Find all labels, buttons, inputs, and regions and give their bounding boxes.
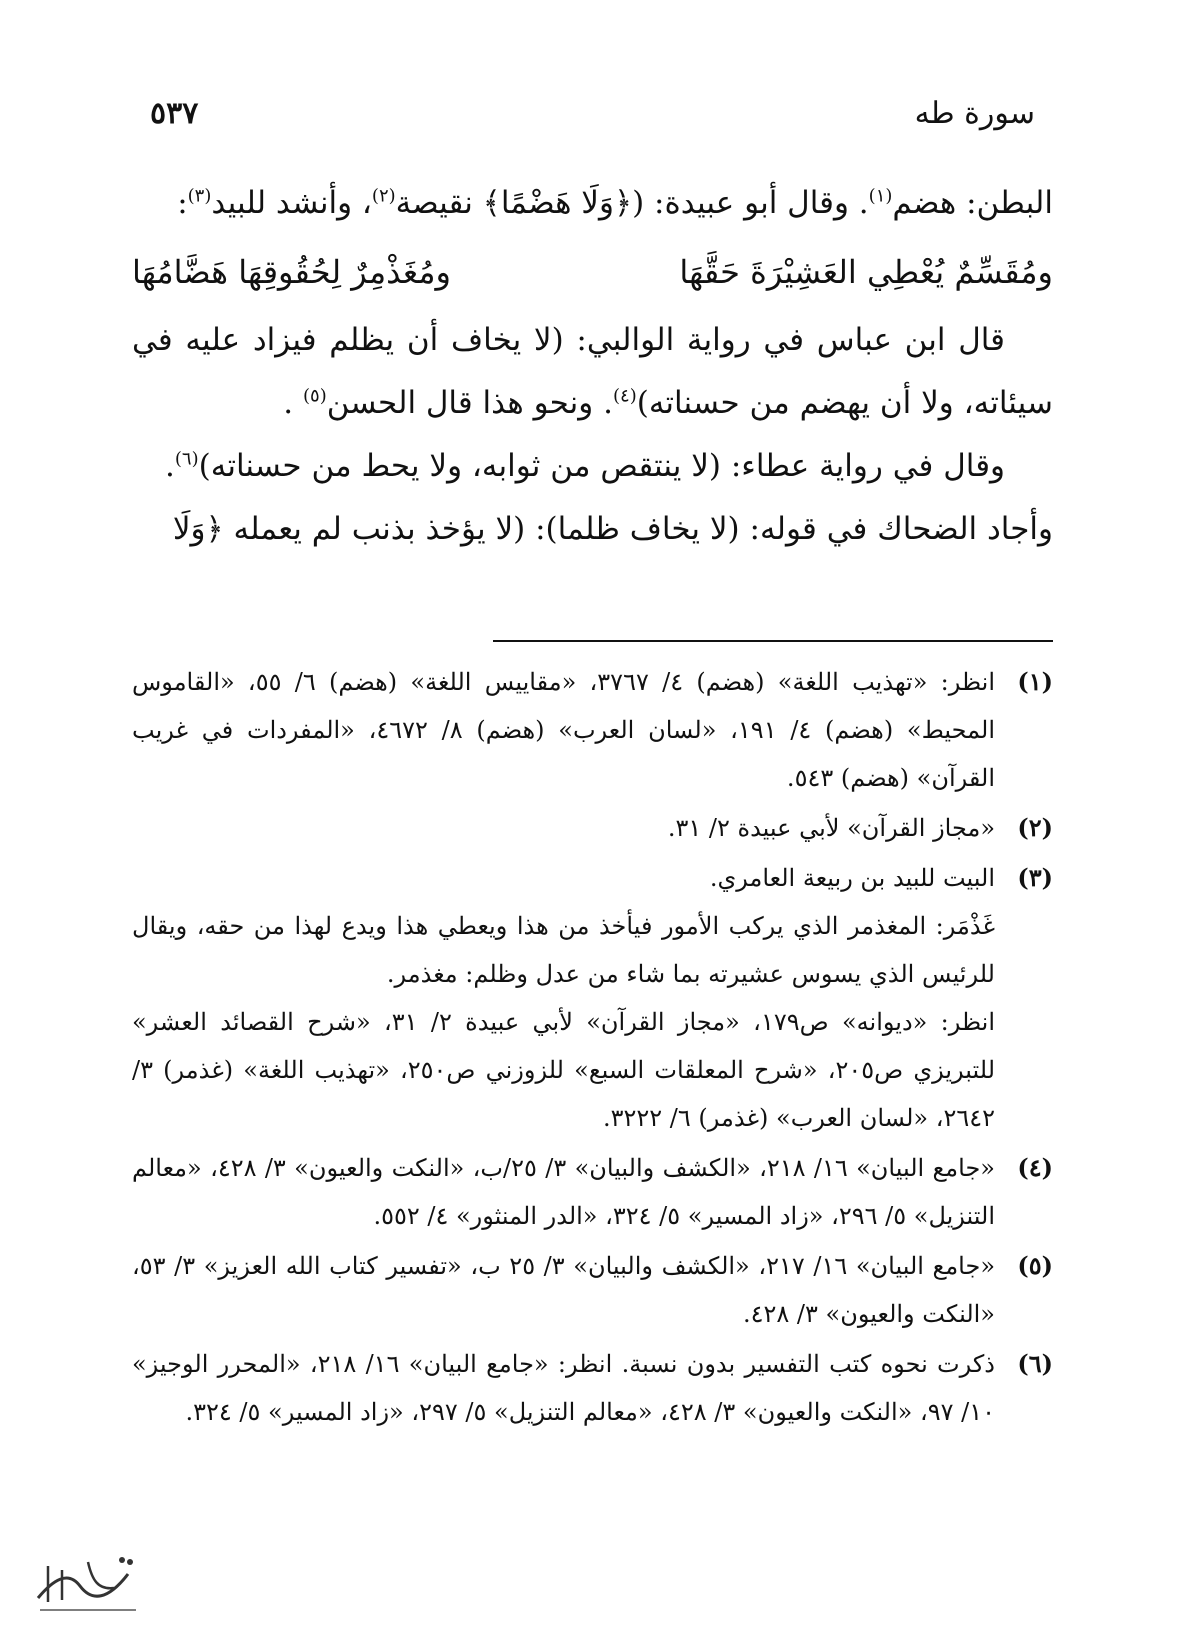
footnote bbox=[132, 1242, 1053, 1338]
footnote bbox=[132, 804, 1053, 852]
sura-title: سورة طه bbox=[914, 96, 1035, 131]
footnote-number: (٥) bbox=[1017, 1251, 1053, 1280]
footnote-text: البيت للبيد بن ربيعة العامري. غَذْمَر: المغذمر الذي يركب الأمور فيأخذ من هذا ويعطي هذا ويدع لهذا من حقه، ويقال للرئيس الذي يسوس عشيرته بما شاء من عدل وظلم: مغذمر. انظر: «ديوانه» ص١٧٩، «مجاز القرآن» لأبي عبيدة ٢/ ٣١، «شرح القصائد العشر» للتبريزي ص٢٠٥، «شرح المعلقات السبع» للزوزني ص٢٥٠، «تهذيب اللغة» (غذمر) ٣/ ٢٦٤٢، «لسان العرب» (غذمر) ٦/ ٣٢٢٢. bbox=[132, 864, 996, 1132]
footnote-ref[interactable]: (٥) bbox=[303, 385, 327, 407]
footnotes bbox=[132, 658, 1053, 1438]
paragraph-4: وأجاد الضحاك في قوله: (لا يخاف ظلما): (لا يؤخذ بذنب لم يعمله ﴿وَلَا bbox=[172, 511, 1053, 547]
paragraph-1: البطن: هضم$^{(١)}$. وقال أبو عبيدة: (﴿وَلَا هَضْمًا﴾ نقيصة$^{(٢)}$، وأنشد للبيد$^{(٣)}$: bbox=[177, 185, 1053, 221]
footnote-ref[interactable]: (١) bbox=[868, 185, 893, 207]
footnote bbox=[132, 658, 1053, 802]
main-text bbox=[132, 172, 1053, 561]
footnote bbox=[132, 1144, 1053, 1240]
paragraph-2: قال ابن عباس في رواية الوالبي: (لا يخاف أن يظلم فيزاد عليه في سيئاته، ولا أن يهضم من حسناته)$^{(٤)}$. ونحو هذا قال الحسن$^{(٥)}$ . bbox=[132, 322, 1053, 421]
verse-second-hemistich: ومُغَذْمِرٌ لِحُقُوقِهَا هَضَّامُهَا bbox=[132, 253, 451, 291]
footnote-text: «جامع البيان» ١٦/ ٢١٧، «الكشف والبيان» ٣/ ٢٥ ب، «تفسير كتاب الله العزيز» ٣/ ٥٣، «النكت والعيون» ٣/ ٤٢٨. bbox=[132, 1252, 996, 1328]
footnote-number: (٣) bbox=[1017, 863, 1053, 892]
footnote-text: «جامع البيان» ١٦/ ٢١٨، «الكشف والبيان» ٣/ ٢٥/ب، «النكت والعيون» ٣/ ٤٢٨، «معالم التنزيل» ٥/ ٢٩٦، «زاد المسير» ٥/ ٣٢٤، «الدر المنثور» ٤/ ٥٥٢. bbox=[132, 1154, 995, 1230]
footnote-text: انظر: «تهذيب اللغة» (هضم) ٤/ ٣٧٦٧، «مقاييس اللغة» (هضم) ٦/ ٥٥، «القاموس المحيط» (هضم) ٤/ ١٩١، «لسان العرب» (هضم) ٨/ ٤٦٧٢، «المفردات في غريب القرآن» (هضم) ٥٤٣. bbox=[132, 668, 996, 792]
footnote bbox=[132, 854, 1053, 1142]
footnote-number: (٤) bbox=[1017, 1153, 1053, 1182]
footnote-ref[interactable]: (٣) bbox=[187, 185, 212, 207]
page-number: ٥٣٧ bbox=[150, 96, 199, 131]
poetry-verse bbox=[132, 239, 1053, 305]
footnote-ref[interactable]: (٤) bbox=[612, 385, 637, 407]
footnote-number: (٢) bbox=[1017, 813, 1053, 842]
footnote-text: ذكرت نحوه كتب التفسير بدون نسبة. انظر: «جامع البيان» ١٦/ ٢١٨، «المحرر الوجيز» ١٠/ ٩٧، «النكت والعيون» ٣/ ٤٢٨، «معالم التنزيل» ٥/ ٢٩٧، «زاد المسير» ٥/ ٣٢٤. bbox=[132, 1350, 995, 1426]
footnote-number: (١) bbox=[1017, 667, 1053, 696]
footnote-text: «مجاز القرآن» لأبي عبيدة ٢/ ٣١. bbox=[667, 814, 995, 842]
footnote-number: (٦) bbox=[1017, 1349, 1053, 1378]
verse-first-hemistich: ومُقَسِّمٌ يُعْطِي العَشِيْرَةَ حَقَّهَا bbox=[679, 253, 1053, 291]
paragraph-3: وقال في رواية عطاء: (لا ينتقص من ثوابه، ولا يحط من حسناته)$^{(٦)}$. bbox=[165, 448, 1005, 484]
page-header bbox=[150, 88, 1035, 144]
footnote bbox=[132, 1340, 1053, 1436]
footnote-ref[interactable]: (٦) bbox=[174, 448, 199, 470]
footnote-ref[interactable]: (٢) bbox=[371, 185, 396, 207]
footnote-separator bbox=[493, 640, 1053, 642]
publisher-logo-icon bbox=[28, 1540, 148, 1620]
